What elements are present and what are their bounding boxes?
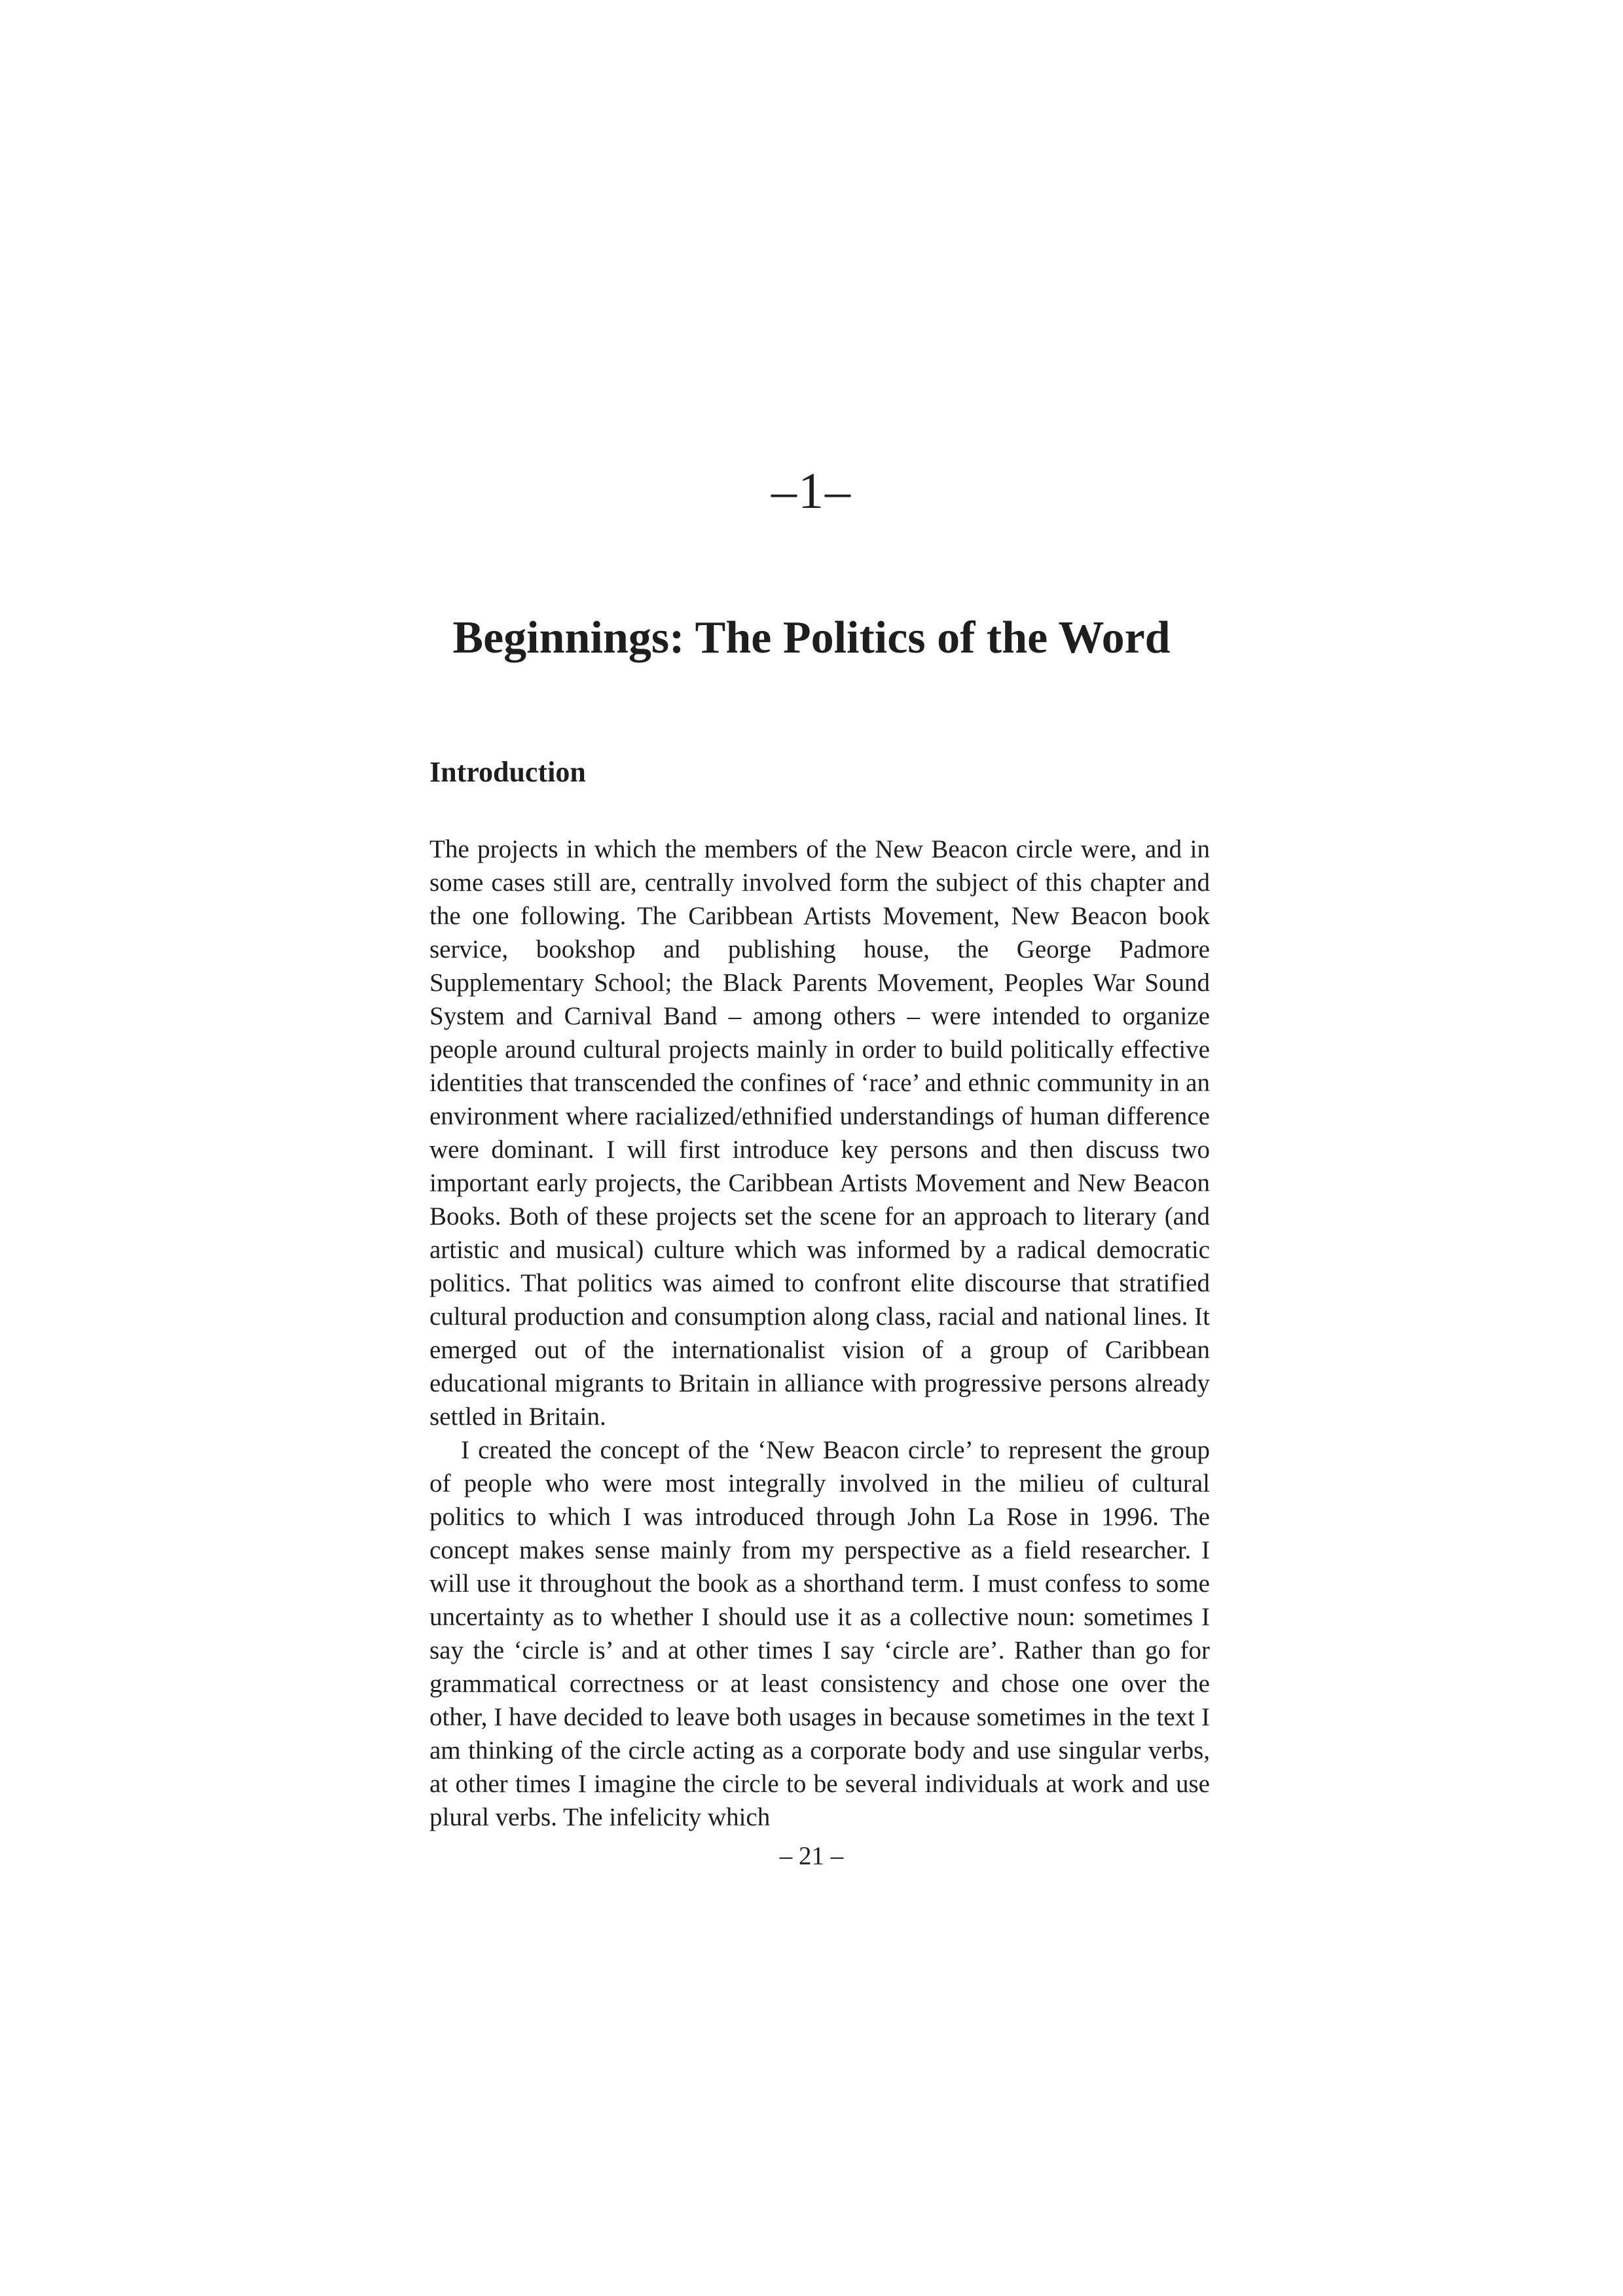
chapter-title: Beginnings: The Politics of the Word	[452, 613, 1171, 663]
section-heading: Introduction	[429, 756, 586, 788]
body-text	[429, 753, 1210, 1834]
page-number: – 21 –	[779, 1842, 844, 1870]
paragraph: The projects in which the members of the New Beacon circle were, and in some cases still are, centrally involved form the subject of this chapter and the one following. The Caribbean Artists Movement, New Beacon book service, bookshop and publishing house, the George Padmore Supplementary School; the Black Parents Movement, Peoples War Sound System and Carnival Band – among others – were intended to organize people around cultural projects mainly in order to build politically effective identities that transcended the confines of ‘race’ and ethnic community in an environment where racialized/ethnified understandings of human difference were dominant. I will first introduce key persons and then discuss two important early projects, the Caribbean Artists Movement and New Beacon Books. Both of these projects set the scene for an approach to literary (and artistic and musical) culture which was informed by a radical democratic politics. That politics was aimed to confront elite discourse that stratified cultural production and consumption along class, racial and national lines. It emerged out of the internationalist vision of a group of Caribbean educational migrants to Britain in alliance with progressive persons already settled in Britain.	[429, 835, 1210, 1431]
chapter-number: –1–	[771, 462, 852, 519]
paragraph: I created the concept of the ‘New Beacon circle’ to represent the group of people who were most integrally involved in the milieu of cultural politics to which I was introduced through John La Rose in 1996. The concept makes sense mainly from my perspective as a field researcher. I will use it throughout the book as a shorthand term. I must confess to some uncertainty as to whether I should use it as a collective noun: sometimes I say the ‘circle is’ and at other times I say ‘circle are’. Rather than go for grammatical correctness or at least consistency and chose one over the other, I have decided to leave both usages in because sometimes in the text I am thinking of the circle acting as a corporate body and use singular verbs, at other times I imagine the circle to be several individuals at work and use plural verbs. The infelicity which	[429, 1436, 1210, 1831]
